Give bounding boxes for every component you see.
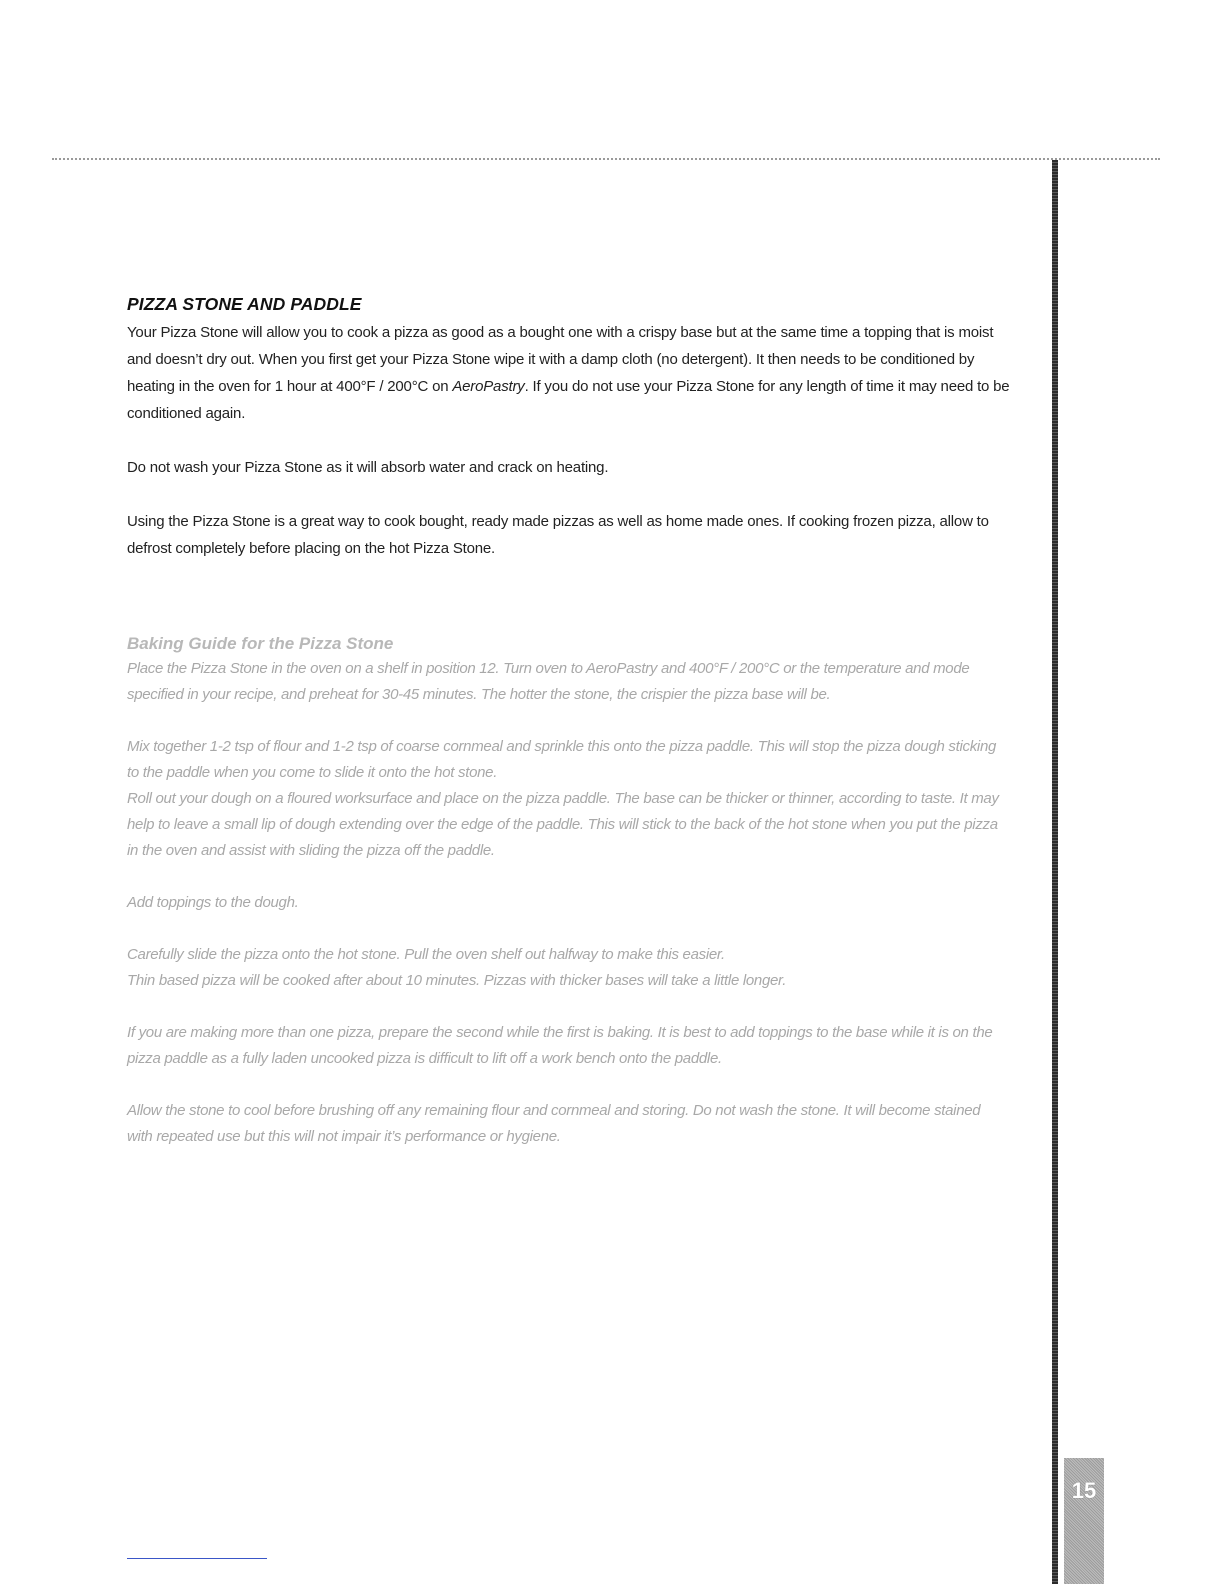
spacer (127, 708, 1007, 734)
paragraph-intro-text-b: . If you do not use your Pizza Stone for any length of time it may need to be conditioned again. (127, 378, 1010, 422)
paragraph-intro-text-a: Your Pizza Stone will allow you to cook a pizza as good as a bought one with a crispy base but at the same time a topping that is moist and doesn’t dry out. When you first get your Pizza Stone wipe it with a damp cloth (no detergent). It then needs to be conditioned by heating in the oven for 1 hour at 400°F / 200°C on (127, 324, 994, 395)
guide-step-cornmeal: Mix together 1-2 tsp of flour and 1-2 tsp of coarse cornmeal and sprinkle this onto the pizza paddle. This will stop the pizza dough sticking to the paddle when you come to slide it onto the hot stone. (127, 738, 997, 781)
spacer (127, 864, 1007, 890)
baking-guide-section (127, 634, 1007, 1150)
spacer (127, 427, 1017, 454)
spacer (127, 994, 1007, 1020)
guide-step-cook-time: Thin based pizza will be cooked after about 10 minutes. Pizzas with thicker bases will take a little longer. (127, 972, 787, 989)
paragraph-no-wash: Do not wash your Pizza Stone as it will absorb water and crack on heating. (127, 459, 609, 476)
paragraph-intro (127, 319, 1017, 427)
guide-step-preheat: Place the Pizza Stone in the oven on a shelf in position 12. Turn oven to AeroPastry and 400°F / 200°C or the temperature and mode specified in your recipe, and preheat for 30-45 minutes. The hotter the stone, the crispier the pizza base will be. (127, 660, 970, 703)
guide-step-cleaning: Allow the stone to cool before brushing off any remaining flour and cornmeal and storing. Do not wash the stone. It will become stained with repeated use but this will not impair it’s performance or hygiene. (127, 1102, 981, 1145)
paragraph-usage: Using the Pizza Stone is a great way to cook bought, ready made pizzas as well as home made ones. If cooking frozen pizza, allow to defrost completely before placing on the hot Pizza Stone. (127, 513, 989, 557)
baking-guide-title: Baking Guide for the Pizza Stone (127, 634, 394, 653)
spacer (127, 481, 1017, 508)
guide-step-roll-dough: Roll out your dough on a floured worksurface and place on the pizza paddle. The base can be thicker or thinner, according to taste. It may help to leave a small lip of dough extending over the edge of the paddle. This will stick to the back of the hot stone when you put the pizza in the oven and assist with sliding the pizza off the paddle. (127, 790, 999, 859)
pizza-stone-section (127, 294, 1017, 562)
spacer (127, 1072, 1007, 1098)
top-dotted-rule (52, 158, 1160, 160)
spacer (127, 916, 1007, 942)
guide-step-toppings: Add toppings to the dough. (127, 894, 299, 911)
right-side-bar (1052, 160, 1058, 1584)
guide-step-multiple: If you are making more than one pizza, prepare the second while the first is baking. It is best to add toppings to the base while it is on the pizza paddle as a fully laden uncooked pizza is difficult to lift off a work bench onto the paddle. (127, 1024, 993, 1067)
page-number: 15 (1071, 1478, 1097, 1503)
footer-rule (127, 1558, 267, 1559)
aeropastry-mode-name: AeroPastry (452, 378, 525, 395)
page-number-tab (1064, 1458, 1104, 1584)
section-title: PIZZA STONE AND PADDLE (127, 294, 362, 314)
guide-step-slide: Carefully slide the pizza onto the hot stone. Pull the oven shelf out halfway to make this easier. (127, 946, 725, 963)
